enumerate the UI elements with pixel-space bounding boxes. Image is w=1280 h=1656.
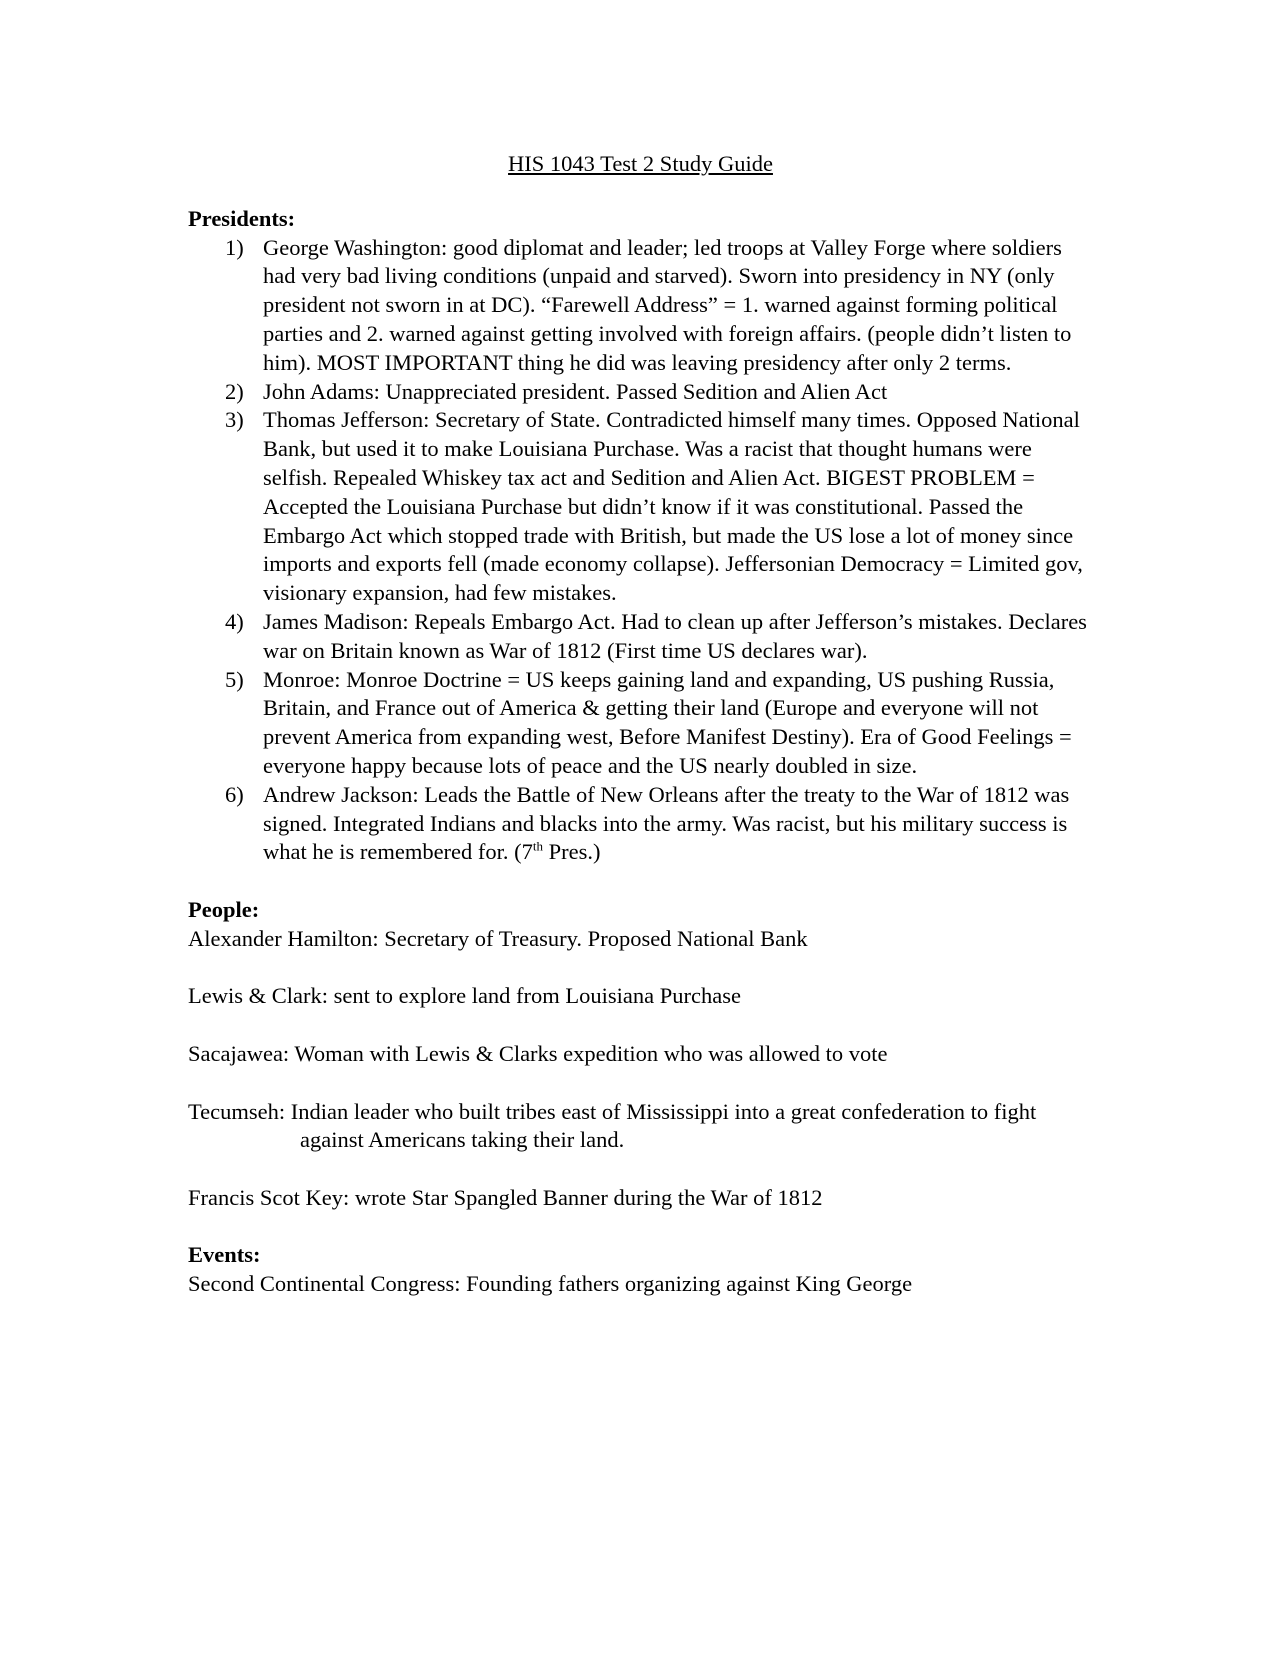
list-number: 3) xyxy=(225,407,244,433)
spacer xyxy=(188,1155,1093,1184)
list-item-adams xyxy=(188,378,1093,407)
person-hamilton: Alexander Hamilton: Secretary of Treasury. Proposed National Bank xyxy=(188,925,808,951)
list-item-monroe xyxy=(188,666,1093,781)
people-heading: People: xyxy=(188,896,260,922)
spacer xyxy=(188,867,1093,896)
list-item-text: James Madison: Repeals Embargo Act. Had to clean up after Jefferson’s mistakes. Declares war on Britain known as War of 1812 (First time US declares war). xyxy=(263,608,1087,663)
list-item-text xyxy=(263,782,1069,865)
presidents-list xyxy=(188,234,1093,868)
person-lewis-clark: Lewis & Clark: sent to explore land from Louisiana Purchase xyxy=(188,983,741,1009)
spacer xyxy=(188,1011,1093,1040)
presidents-heading: Presidents: xyxy=(188,205,296,231)
list-number: 1) xyxy=(225,234,244,260)
list-number: 4) xyxy=(225,608,244,634)
list-item-text-before: Andrew Jackson: Leads the Battle of New Orleans after the treaty to the War of 1812 was signed. Integrated Indians and blacks into the army. Was racist, but his military success is what he is remembered for. (7 xyxy=(263,781,1070,865)
list-number: 6) xyxy=(225,781,244,807)
events-heading: Events: xyxy=(188,1242,261,1268)
person-sacajawea: Sacajawea: Woman with Lewis & Clarks expedition who was allowed to vote xyxy=(188,1040,888,1066)
spacer xyxy=(188,954,1093,983)
spacer xyxy=(188,1069,1093,1098)
list-item-text: Thomas Jefferson: Secretary of State. Contradicted himself many times. Opposed National Bank, but used it to make Louisiana Purchase. Was a racist that thought humans were selfish. Repealed Whiskey tax act and Sedition and Alien Act. BIGEST PROBLEM = Accepted the Louisiana Purchase but didn’t know if it was constitutional. Passed the Embargo Act which stopped trade with British, but made the US lose a lot of money since imports and exports fell (made economy collapse). Jeffersonian Democracy = Limited gov, visionary expansion, had few mistakes. xyxy=(263,407,1083,606)
person-tecumseh: Tecumseh: Indian leader who built tribes east of Mississippi into a great confederation to fight against Americans taking their land. xyxy=(188,1098,1037,1153)
list-item-text-after: Pres.) xyxy=(543,839,601,865)
person-francis-scot-key: Francis Scot Key: wrote Star Spangled Banner during the War of 1812 xyxy=(188,1184,823,1210)
list-number: 5) xyxy=(225,666,244,692)
list-item-text: Monroe: Monroe Doctrine = US keeps gaining land and expanding, US pushing Russia, Britain, and France out of America & getting their land (Europe and everyone will not prevent America from expanding west, Before Manifest Destiny). Era of Good Feelings = everyone happy because lots of peace and the US nearly doubled in size. xyxy=(263,666,1072,778)
document-page xyxy=(188,150,1093,1299)
event-second-continental-congress: Second Continental Congress: Founding fathers organizing against King George xyxy=(188,1271,913,1297)
list-item-jefferson xyxy=(188,406,1093,608)
list-number: 2) xyxy=(225,378,244,404)
list-item-text: John Adams: Unappreciated president. Passed Sedition and Alien Act xyxy=(263,378,888,404)
spacer xyxy=(188,1213,1093,1242)
ordinal-superscript: th xyxy=(532,838,544,854)
list-item-madison xyxy=(188,608,1093,666)
document-title: HIS 1043 Test 2 Study Guide xyxy=(508,151,773,176)
list-item-washington xyxy=(188,234,1093,378)
list-item-jackson xyxy=(188,781,1093,867)
list-item-text: George Washington: good diplomat and leader; led troops at Valley Forge where soldiers had very bad living conditions (unpaid and starved). Sworn into presidency in NY (only president not sworn in at DC). “Farewell Address” = 1. warned against forming political parties and 2. warned against getting involved with foreign affairs. (people didn’t listen to him). MOST IMPORTANT thing he did was leaving presidency after only 2 terms. xyxy=(263,234,1072,375)
